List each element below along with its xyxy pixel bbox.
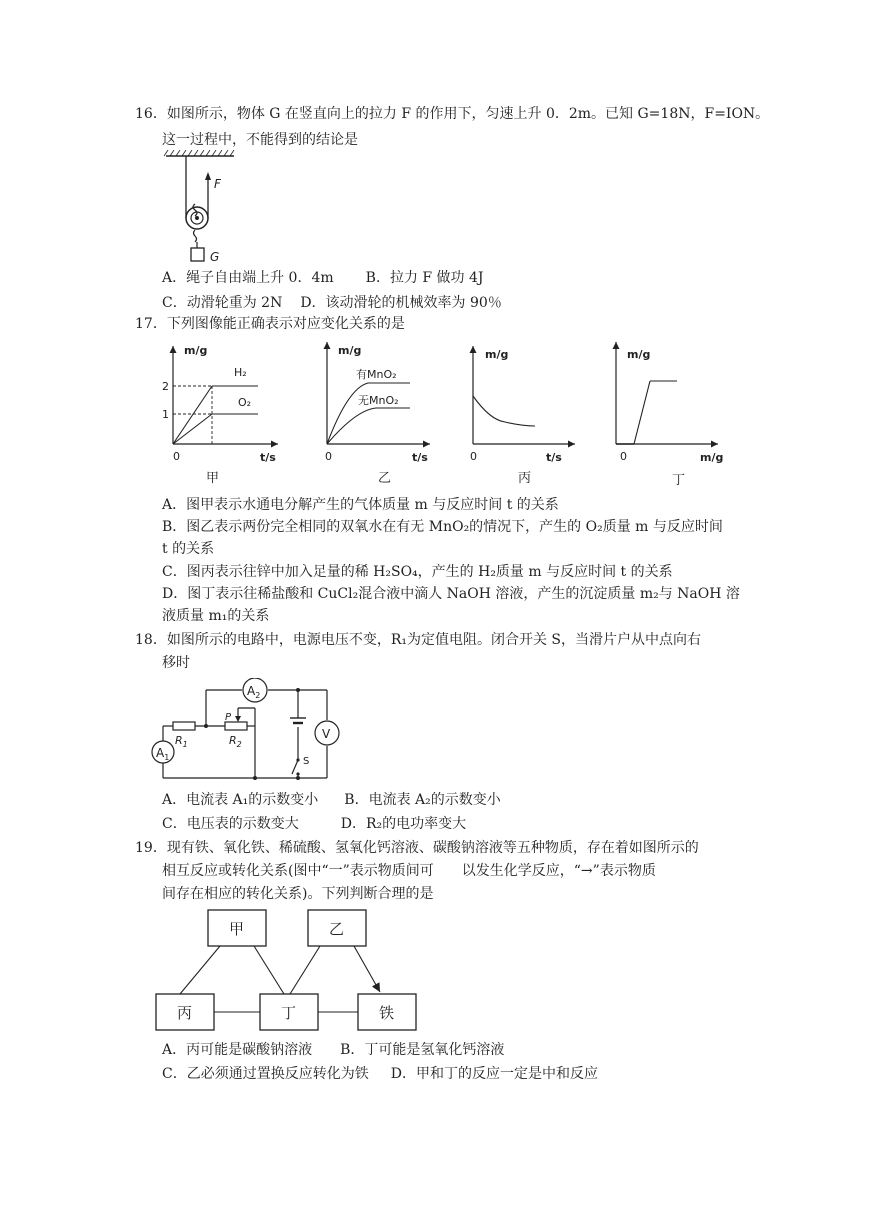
resistor-r2-label: $R_2$ xyxy=(229,734,242,749)
q18-option-a: A．电流表 A₁的示数变小 xyxy=(162,792,319,808)
graph-bing-ylabel: m/g xyxy=(485,348,509,361)
q18-circuit-figure xyxy=(145,678,350,786)
box-ding-label: 丁 xyxy=(281,1004,297,1022)
q17-graphs-figure xyxy=(160,338,740,488)
q19-option-d: D．甲和丁的反应一定是中和反应 xyxy=(390,1066,598,1082)
graph-ding-ylabel: m/g xyxy=(627,348,651,361)
graph-jia-tick2: 2 xyxy=(162,380,169,393)
q18-options-row1 xyxy=(162,790,501,810)
graph-ding-caption: 丁 xyxy=(672,473,686,488)
graph-jia-caption: 甲 xyxy=(206,471,220,486)
graph-ding-xlabel: m/g xyxy=(700,451,724,464)
q16-option-b: B．拉力 F 做功 4J xyxy=(365,270,484,286)
graph-jia-xlabel: t/s xyxy=(260,451,276,464)
graph-yi-with-label: 有MnO₂ xyxy=(356,368,397,381)
q18-stem-line1: 18．如图所示的电路中，电源电压不变，R₁为定值电阻。闭合开关 S，当滑片户从中点向右 xyxy=(135,632,702,648)
q19-stem-line2: 相互反应或转化关系(图中“一”表示物质间可 以发生化学反应，“→”表示物质 xyxy=(162,863,656,879)
q16-label-G: G xyxy=(210,250,220,264)
q18-stem-line2: 移时 xyxy=(162,655,190,671)
graph-yi-ylabel: m/g xyxy=(338,344,362,357)
q16-pulley-figure xyxy=(160,150,250,268)
q17-option-a: A．图甲表示水通电分解产生的气体质量 m 与反应时间 t 的关系 xyxy=(162,497,559,513)
graph-bing-xlabel: t/s xyxy=(546,451,562,464)
q18-option-b: B．电流表 A₂的示数变小 xyxy=(344,792,501,808)
graph-yi-xlabel: t/s xyxy=(412,451,428,464)
q18-option-c: C．电压表的示数变大 xyxy=(162,816,299,832)
graph-yi-origin: 0 xyxy=(325,450,332,463)
q19-options-row2 xyxy=(162,1064,598,1084)
q17-option-d-line1: D．图丁表示往稀盐酸和 CuCl₂混合液中滴人 NaOH 溶液，产生的沉淀质量 m₂与 NaOH 溶 xyxy=(162,586,740,602)
graph-ding-origin: 0 xyxy=(620,450,627,463)
graph-yi-caption: 乙 xyxy=(378,471,392,486)
q16-option-c: C．动滑轮重为 2N xyxy=(162,295,283,311)
graph-jia-h2-label: H₂ xyxy=(234,366,247,379)
box-bing-label: 丙 xyxy=(177,1004,193,1022)
q19-options-row1 xyxy=(162,1040,504,1060)
q16-option-d: D．该动滑轮的机械效率为 90％ xyxy=(300,295,502,311)
q18-options-row2 xyxy=(162,814,466,834)
graph-yi-without-label: 无MnO₂ xyxy=(358,394,399,407)
q19-relation-diagram xyxy=(150,906,425,1036)
box-yi-label: 乙 xyxy=(329,920,345,938)
q16-stem-line1: 16．如图所示，物体 G 在竖直向上的拉力 F 的作用下，匀速上升 0．2m。已知 G=18N，F=ION。 xyxy=(135,106,770,122)
q17-option-c: C．图丙表示往锌中加入足量的稀 H₂SO₄，产生的 H₂质量 m 与反应时间 t 的关系 xyxy=(162,564,673,580)
graph-ding xyxy=(616,342,723,488)
q17-option-b-line1: B．图乙表示两份完全相同的双氧水在有无 MnO₂的情况下，产生的 O₂质量 m 与反应时间 xyxy=(162,519,723,535)
graph-jia xyxy=(162,344,278,486)
q19-stem-line1: 19．现有铁、氧化铁、稀硫酸、氢氧化钙溶液、碳酸钠溶液等五种物质，存在着如图所示的 xyxy=(135,840,699,856)
graph-yi xyxy=(325,342,430,486)
graph-jia-ylabel: m/g xyxy=(184,344,208,357)
graph-bing-origin: 0 xyxy=(470,450,477,463)
graph-jia-o2-label: O₂ xyxy=(238,396,252,409)
ammeter-a2-label: $A_2$ xyxy=(247,684,261,700)
q16-stem-line2: 这一过程中，不能得到的结论是 xyxy=(162,132,358,148)
q16-label-F: F xyxy=(214,177,221,191)
q16-options-row1 xyxy=(162,268,484,288)
q17-option-d-line2: 液质量 m₁的关系 xyxy=(162,608,270,624)
slider-p-label: P xyxy=(225,712,232,723)
switch-s-label: S xyxy=(303,756,310,767)
q19-stem-line3: 间存在相应的转化关系)。下列判断合理的是 xyxy=(162,886,434,902)
ammeter-a1-label: $A_1$ xyxy=(156,746,170,762)
q17-option-b-line2: t 的关系 xyxy=(162,541,215,557)
graph-jia-origin: 0 xyxy=(173,450,180,463)
voltmeter-label: V xyxy=(322,727,331,741)
resistor-r1-label: $R_1$ xyxy=(175,734,188,749)
box-tie-label: 铁 xyxy=(379,1004,395,1022)
graph-bing xyxy=(470,346,575,486)
q16-options-row2 xyxy=(162,293,502,313)
q18-option-d: D．R₂的电功率变大 xyxy=(340,816,467,832)
q19-option-a: A．丙可能是碳酸钠溶液 xyxy=(162,1042,313,1058)
box-jia-label: 甲 xyxy=(229,920,245,938)
q16-option-a: A．绳子自由端上升 0．4m xyxy=(162,270,334,286)
q17-stem: 17．下列图像能正确表示对应变化关系的是 xyxy=(135,316,405,332)
graph-bing-caption: 丙 xyxy=(518,471,532,486)
q19-option-c: C．乙必须通过置换反应转化为铁 xyxy=(162,1066,369,1082)
graph-jia-tick1: 1 xyxy=(162,408,169,421)
q19-option-b: B．丁可能是氢氧化钙溶液 xyxy=(340,1042,505,1058)
